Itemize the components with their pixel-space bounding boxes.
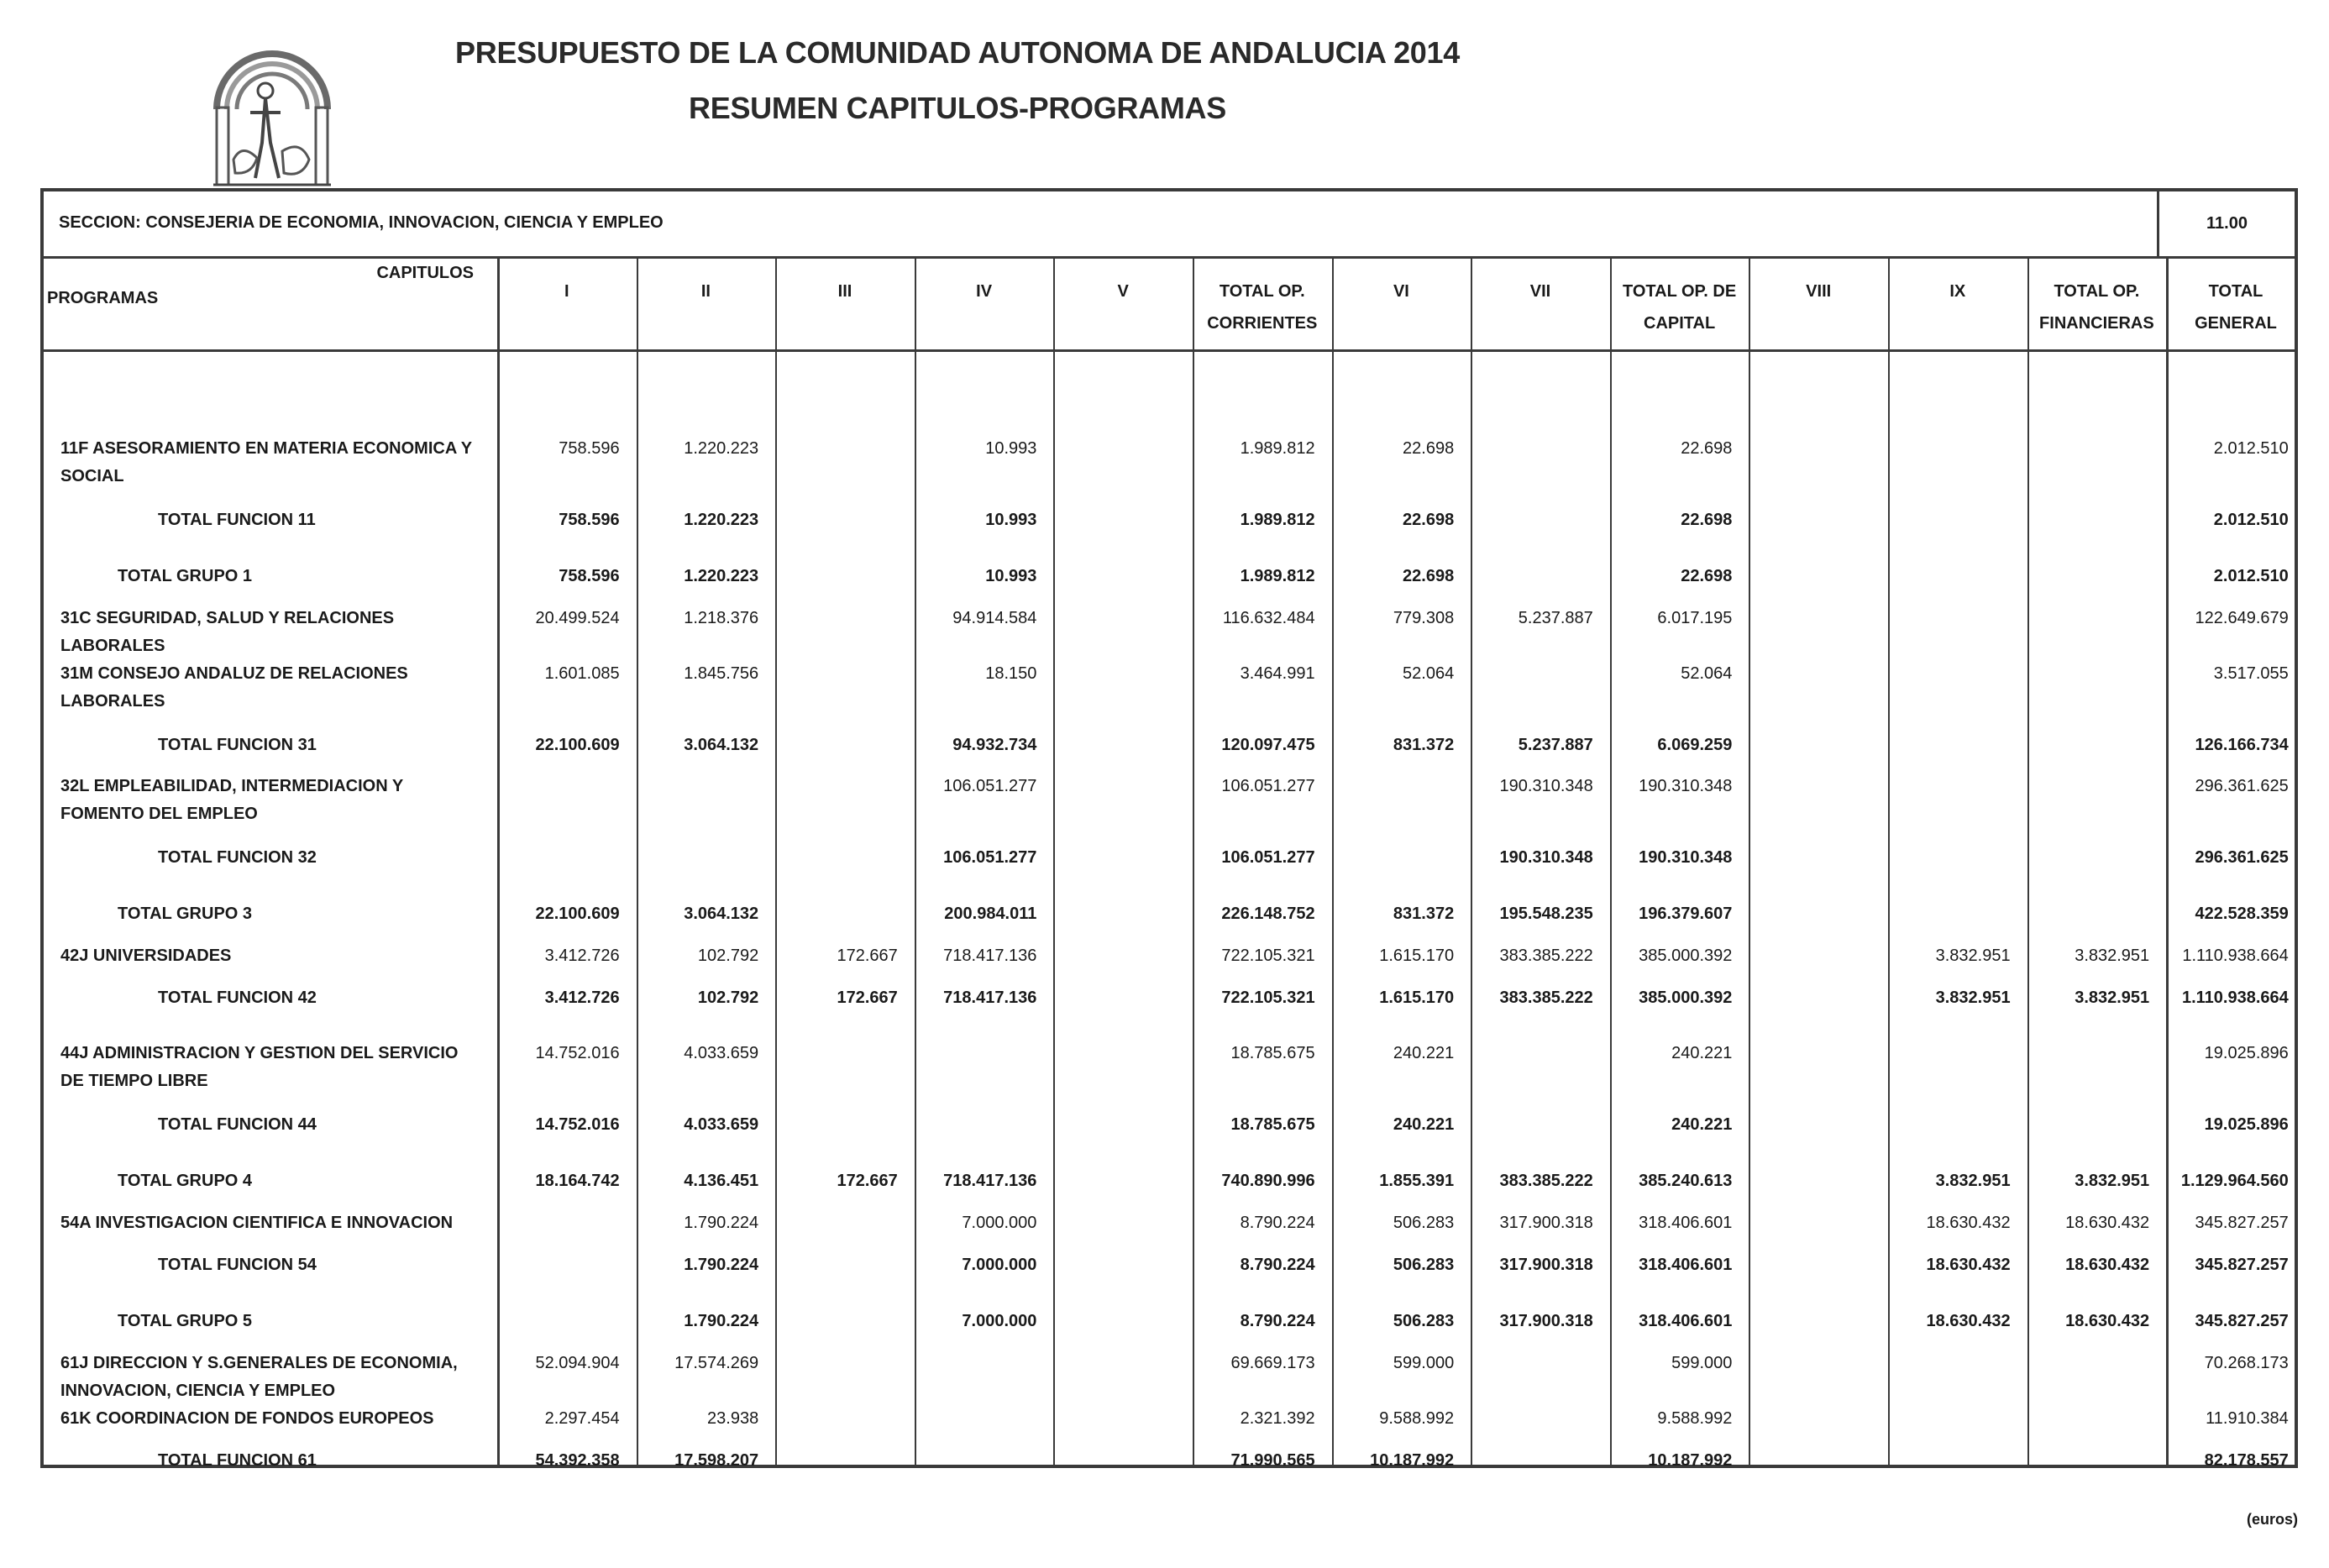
column-header-line: IX <box>1949 282 1966 301</box>
table-cell: 22.698 <box>1681 439 1733 458</box>
column-divider <box>1749 259 1750 1465</box>
table-cell: 1.845.756 <box>684 664 759 683</box>
table-cell: 6.069.259 <box>1657 736 1733 754</box>
column-header <box>1610 275 1749 339</box>
column-header-line: II <box>700 282 711 301</box>
column-header <box>915 275 1054 307</box>
row-description-line: LABORALES <box>60 692 165 711</box>
table-cell: 69.669.173 <box>1230 1354 1315 1372</box>
table-cell: 506.283 <box>1393 1312 1455 1330</box>
table-cell: 1.220.223 <box>684 511 759 529</box>
row-description <box>60 1405 492 1433</box>
table-cell: 200.984.011 <box>944 905 1037 923</box>
table-cell: 1.601.085 <box>544 664 620 683</box>
column-header-line: I <box>564 282 569 301</box>
table-cell: 122.649.679 <box>2195 609 2289 627</box>
row-description <box>118 563 492 590</box>
table-cell: 1.220.223 <box>684 567 759 585</box>
table-cell: 385.000.392 <box>1639 947 1733 965</box>
section-row <box>44 191 2295 259</box>
column-header <box>2027 275 2167 339</box>
column-header-line: TOTAL <box>2208 282 2263 301</box>
table-cell: 345.827.257 <box>2195 1312 2289 1330</box>
table-cell: 82.178.557 <box>2204 1451 2289 1470</box>
column-divider <box>1610 259 1612 1465</box>
table-cell: 18.150 <box>985 664 1037 683</box>
table-cell: 831.372 <box>1393 736 1455 754</box>
table-cell: 8.790.224 <box>1240 1256 1315 1274</box>
column-header-line: III <box>837 282 852 301</box>
table-cell: 4.136.451 <box>684 1172 759 1190</box>
table-cell: 11.910.384 <box>2206 1409 2289 1428</box>
table-cell: 17.598.207 <box>674 1451 759 1470</box>
table-cell: 1.989.812 <box>1240 439 1315 458</box>
table-cell: 7.000.000 <box>962 1214 1037 1232</box>
table-cell: 190.310.348 <box>1499 777 1593 795</box>
table-cell: 1.615.170 <box>1379 989 1455 1007</box>
table-cell: 383.385.222 <box>1499 1172 1593 1190</box>
column-divider <box>1888 259 1890 1465</box>
table-cell: 3.412.726 <box>544 947 620 965</box>
column-header <box>1749 275 1888 307</box>
table-cell: 3.832.951 <box>1935 1172 2011 1190</box>
row-description <box>158 1447 492 1475</box>
row-description <box>60 1040 492 1095</box>
table-cell: 195.548.235 <box>1499 905 1593 923</box>
row-description-line: LABORALES <box>60 637 165 655</box>
row-description-line: TOTAL GRUPO 1 <box>118 567 253 585</box>
header-divider <box>44 349 2295 352</box>
row-description <box>60 1350 492 1405</box>
table-cell: 20.499.524 <box>535 609 620 627</box>
table-cell: 106.051.277 <box>943 848 1037 867</box>
row-description-line: 61K COORDINACION DE FONDOS EUROPEOS <box>60 1409 434 1428</box>
column-divider <box>2166 259 2169 1465</box>
table-cell: 22.100.609 <box>535 736 620 754</box>
table-cell: 18.630.432 <box>1926 1214 2011 1232</box>
table-cell: 779.308 <box>1393 609 1455 627</box>
table-cell: 7.000.000 <box>962 1312 1037 1330</box>
table-cell: 240.221 <box>1671 1044 1733 1062</box>
table-cell: 54.392.358 <box>535 1451 620 1470</box>
table-cell: 19.025.896 <box>2204 1044 2289 1062</box>
table-cell: 3.064.132 <box>684 736 759 754</box>
table-cell: 3.464.991 <box>1240 664 1315 683</box>
table-cell: 758.596 <box>559 439 620 458</box>
table-cell: 740.890.996 <box>1221 1172 1315 1190</box>
row-description <box>118 1308 492 1335</box>
table-cell: 722.105.321 <box>1221 947 1315 965</box>
column-header-line: VI <box>1393 282 1409 301</box>
table-cell: 10.993 <box>985 567 1037 585</box>
table-cell: 296.361.625 <box>2195 848 2289 867</box>
table-cell: 385.000.392 <box>1639 989 1733 1007</box>
table-cell: 1.790.224 <box>684 1256 759 1274</box>
table-cell: 3.412.726 <box>544 989 620 1007</box>
corner-programas-label: PROGRAMAS <box>47 289 159 307</box>
row-description-line: 54A INVESTIGACION CIENTIFICA E INNOVACION <box>60 1214 454 1232</box>
page-subtitle: RESUMEN CAPITULOS-PROGRAMAS <box>689 91 1226 125</box>
column-header-line: VII <box>1529 282 1551 301</box>
table-cell: 2.321.392 <box>1240 1409 1315 1428</box>
table-cell: 22.698 <box>1403 439 1455 458</box>
table-cell: 1.989.812 <box>1240 567 1315 585</box>
table-cell: 6.017.195 <box>1657 609 1733 627</box>
column-divider <box>1053 259 1055 1465</box>
row-description-line: TOTAL FUNCION 54 <box>158 1256 317 1274</box>
section-code: 11.00 <box>2157 191 2295 256</box>
table-cell: 102.792 <box>697 989 759 1007</box>
table-cell: 94.914.584 <box>952 609 1037 627</box>
column-divider <box>497 259 500 1465</box>
column-divider <box>637 259 638 1465</box>
table-cell: 1.220.223 <box>684 439 759 458</box>
table-cell: 296.361.625 <box>2195 777 2289 795</box>
row-description <box>60 1209 492 1237</box>
table-cell: 718.417.136 <box>943 989 1037 1007</box>
table-cell: 22.698 <box>1403 567 1455 585</box>
row-description-line: 61J DIRECCION Y S.GENERALES DE ECONOMIA, <box>60 1354 458 1372</box>
table-cell: 22.698 <box>1681 511 1733 529</box>
table-cell: 1.790.224 <box>684 1214 759 1232</box>
table-cell: 172.667 <box>837 1172 898 1190</box>
table-cell: 3.832.951 <box>2075 947 2150 965</box>
table-cell: 22.100.609 <box>535 905 620 923</box>
row-description-line: FOMENTO DEL EMPLEO <box>60 805 258 823</box>
table-cell: 18.630.432 <box>2065 1256 2150 1274</box>
table-cell: 4.033.659 <box>684 1044 759 1062</box>
table-cell: 3.832.951 <box>1935 947 2011 965</box>
table-cell: 52.064 <box>1681 664 1733 683</box>
table-cell: 19.025.896 <box>2204 1115 2289 1134</box>
table-cell: 18.630.432 <box>1926 1256 2011 1274</box>
row-description-line: TOTAL GRUPO 4 <box>118 1172 253 1190</box>
row-description-line: 32L EMPLEABILIDAD, INTERMEDIACION Y <box>60 777 404 795</box>
column-header-line: CORRIENTES <box>1207 314 1318 333</box>
table-cell: 240.221 <box>1671 1115 1733 1134</box>
table-cell: 18.785.675 <box>1230 1044 1315 1062</box>
table-cell: 758.596 <box>559 511 620 529</box>
table-cell: 190.310.348 <box>1499 848 1593 867</box>
table-cell: 126.166.734 <box>2195 736 2289 754</box>
table-cell: 318.406.601 <box>1639 1312 1733 1330</box>
table-cell: 383.385.222 <box>1499 989 1593 1007</box>
table-cell: 9.588.992 <box>1379 1409 1455 1428</box>
table-cell: 17.574.269 <box>674 1354 759 1372</box>
table-cell: 3.832.951 <box>2075 1172 2150 1190</box>
table-cell: 345.827.257 <box>2195 1256 2289 1274</box>
table-cell: 196.379.607 <box>1639 905 1733 923</box>
table-cell: 14.752.016 <box>535 1044 620 1062</box>
column-header <box>1053 275 1193 307</box>
row-description-line: 42J UNIVERSIDADES <box>60 947 232 965</box>
table-cell: 9.588.992 <box>1657 1409 1733 1428</box>
table-cell: 226.148.752 <box>1221 905 1315 923</box>
row-description-line: TOTAL FUNCION 11 <box>158 511 316 529</box>
table-cell: 116.632.484 <box>1222 609 1315 627</box>
table-cell: 5.237.887 <box>1518 736 1593 754</box>
row-description <box>60 942 492 970</box>
row-description-line: TOTAL FUNCION 32 <box>158 848 317 867</box>
table-cell: 3.517.055 <box>2213 664 2289 683</box>
table-cell: 1.110.938.664 <box>2181 989 2289 1007</box>
table-cell: 10.993 <box>985 439 1037 458</box>
table-cell: 3.832.951 <box>1935 989 2011 1007</box>
table-cell: 240.221 <box>1393 1115 1455 1134</box>
column-divider <box>1193 259 1194 1465</box>
table-cell: 318.406.601 <box>1639 1256 1733 1274</box>
table-cell: 317.900.318 <box>1499 1214 1593 1232</box>
row-description-line: TOTAL FUNCION 31 <box>158 736 317 754</box>
table-cell: 18.164.742 <box>535 1172 620 1190</box>
column-header <box>775 275 915 307</box>
table-cell: 102.792 <box>697 947 759 965</box>
corner-capitulos-label: CAPITULOS <box>376 264 474 282</box>
table-cell: 318.406.601 <box>1639 1214 1733 1232</box>
table-cell: 240.221 <box>1393 1044 1455 1062</box>
column-header <box>1193 275 1332 339</box>
row-description <box>158 506 492 534</box>
row-description <box>158 1251 492 1279</box>
row-description <box>158 1111 492 1139</box>
row-description-line: 11F ASESORAMIENTO EN MATERIA ECONOMICA Y <box>60 439 473 458</box>
table-cell: 506.283 <box>1393 1214 1455 1232</box>
table-cell: 506.283 <box>1393 1256 1455 1274</box>
table-cell: 345.827.257 <box>2195 1214 2289 1232</box>
table-cell: 8.790.224 <box>1240 1214 1315 1232</box>
table-cell: 22.698 <box>1681 567 1733 585</box>
table-cell: 106.051.277 <box>1221 777 1315 795</box>
table-cell: 18.630.432 <box>2065 1312 2150 1330</box>
column-header <box>1471 275 1610 307</box>
table-cell: 71.990.565 <box>1230 1451 1315 1470</box>
column-header-line: VIII <box>1806 282 1832 301</box>
row-description <box>158 844 492 872</box>
table-cell: 1.218.376 <box>684 609 759 627</box>
table-cell: 718.417.136 <box>943 947 1037 965</box>
table-cell: 1.790.224 <box>684 1312 759 1330</box>
row-description-line: INNOVACION, CIENCIA Y EMPLEO <box>60 1382 336 1400</box>
table-cell: 385.240.613 <box>1639 1172 1733 1190</box>
table-cell: 2.012.510 <box>2213 567 2289 585</box>
table-cell: 722.105.321 <box>1221 989 1315 1007</box>
table-cell: 2.297.454 <box>544 1409 620 1428</box>
row-description-line: TOTAL FUNCION 61 <box>158 1451 317 1470</box>
column-divider <box>1332 259 1334 1465</box>
row-description-line: DE TIEMPO LIBRE <box>60 1072 208 1090</box>
table-cell: 23.938 <box>707 1409 759 1428</box>
table-cell: 120.097.475 <box>1221 736 1315 754</box>
row-description <box>118 1167 492 1195</box>
table-cell: 383.385.222 <box>1499 947 1593 965</box>
table-cell: 3.064.132 <box>684 905 759 923</box>
table-cell: 5.237.887 <box>1518 609 1593 627</box>
table-cell: 52.094.904 <box>535 1354 620 1372</box>
table-cell: 831.372 <box>1393 905 1455 923</box>
column-header-line: TOTAL OP. <box>2054 282 2140 301</box>
row-description <box>158 984 492 1012</box>
table-cell: 94.932.734 <box>952 736 1037 754</box>
column-header <box>1332 275 1471 307</box>
column-divider <box>1471 259 1472 1465</box>
table-cell: 70.268.173 <box>2204 1354 2289 1372</box>
table-cell: 190.310.348 <box>1639 777 1733 795</box>
column-header <box>1888 275 2027 307</box>
table-cell: 1.129.964.560 <box>2180 1172 2289 1190</box>
table-cell: 599.000 <box>1671 1354 1733 1372</box>
column-divider <box>2027 259 2029 1465</box>
table-cell: 317.900.318 <box>1499 1312 1593 1330</box>
column-header-line: FINANCIERAS <box>2039 314 2154 333</box>
column-divider <box>915 259 916 1465</box>
table-cell: 22.698 <box>1403 511 1455 529</box>
table-cell: 2.012.510 <box>2213 511 2289 529</box>
row-description <box>60 660 492 716</box>
row-description-line: SOCIAL <box>60 467 124 485</box>
table-cell: 1.110.938.664 <box>2182 947 2289 965</box>
table-cell: 172.667 <box>837 989 898 1007</box>
column-header-line: TOTAL OP. DE <box>1622 282 1737 301</box>
table-cell: 3.832.951 <box>2075 989 2150 1007</box>
table-cell: 1.989.812 <box>1240 511 1315 529</box>
units-note: (euros) <box>2246 1511 2298 1528</box>
table-cell: 317.900.318 <box>1499 1256 1593 1274</box>
table-cell: 10.187.992 <box>1370 1451 1455 1470</box>
table-cell: 758.596 <box>559 567 620 585</box>
column-header <box>637 275 776 307</box>
row-description <box>60 605 492 660</box>
column-header-line: V <box>1117 282 1129 301</box>
budget-table <box>40 188 2298 1468</box>
row-description <box>158 732 492 759</box>
table-cell: 18.630.432 <box>2065 1214 2150 1232</box>
table-cell: 106.051.277 <box>943 777 1037 795</box>
row-description-line: TOTAL FUNCION 44 <box>158 1115 317 1134</box>
table-cell: 190.310.348 <box>1639 848 1733 867</box>
table-cell: 18.630.432 <box>1926 1312 2011 1330</box>
page-title: PRESUPUESTO DE LA COMUNIDAD AUTONOMA DE ANDALUCIA 2014 <box>455 35 1460 70</box>
row-description <box>60 773 492 828</box>
table-cell: 10.993 <box>985 511 1037 529</box>
table-cell: 18.785.675 <box>1230 1115 1315 1134</box>
row-description <box>118 900 492 928</box>
column-header-line: CAPITAL <box>1644 314 1716 333</box>
table-cell: 52.064 <box>1403 664 1455 683</box>
table-cell: 4.033.659 <box>684 1115 759 1134</box>
table-cell: 10.187.992 <box>1648 1451 1733 1470</box>
column-header <box>2166 275 2305 339</box>
row-description-line: 31M CONSEJO ANDALUZ DE RELACIONES <box>60 664 408 683</box>
row-description-line: TOTAL GRUPO 5 <box>118 1312 253 1330</box>
table-cell: 1.855.391 <box>1379 1172 1455 1190</box>
table-cell: 1.615.170 <box>1379 947 1455 965</box>
table-cell: 422.528.359 <box>2195 905 2289 923</box>
section-label: SECCION: CONSEJERIA DE ECONOMIA, INNOVACION, CIENCIA Y EMPLEO <box>59 213 664 232</box>
table-cell: 14.752.016 <box>535 1115 620 1134</box>
column-divider <box>775 259 777 1465</box>
row-description-line: TOTAL GRUPO 3 <box>118 905 253 923</box>
row-description-line: TOTAL FUNCION 42 <box>158 989 317 1007</box>
column-header <box>497 275 637 307</box>
table-cell: 2.012.510 <box>2213 439 2289 458</box>
row-description <box>60 435 492 490</box>
table-cell: 7.000.000 <box>962 1256 1037 1274</box>
row-description-line: 31C SEGURIDAD, SALUD Y RELACIONES <box>60 609 395 627</box>
table-cell: 718.417.136 <box>943 1172 1037 1190</box>
column-header-line: IV <box>976 282 993 301</box>
table-cell: 106.051.277 <box>1221 848 1315 867</box>
column-header-line: GENERAL <box>2195 314 2277 333</box>
table-cell: 172.667 <box>837 947 898 965</box>
row-description-line: 44J ADMINISTRACION Y GESTION DEL SERVICIO <box>60 1044 459 1062</box>
table-cell: 599.000 <box>1393 1354 1455 1372</box>
column-header-line: TOTAL OP. <box>1219 282 1305 301</box>
table-cell: 8.790.224 <box>1240 1312 1315 1330</box>
